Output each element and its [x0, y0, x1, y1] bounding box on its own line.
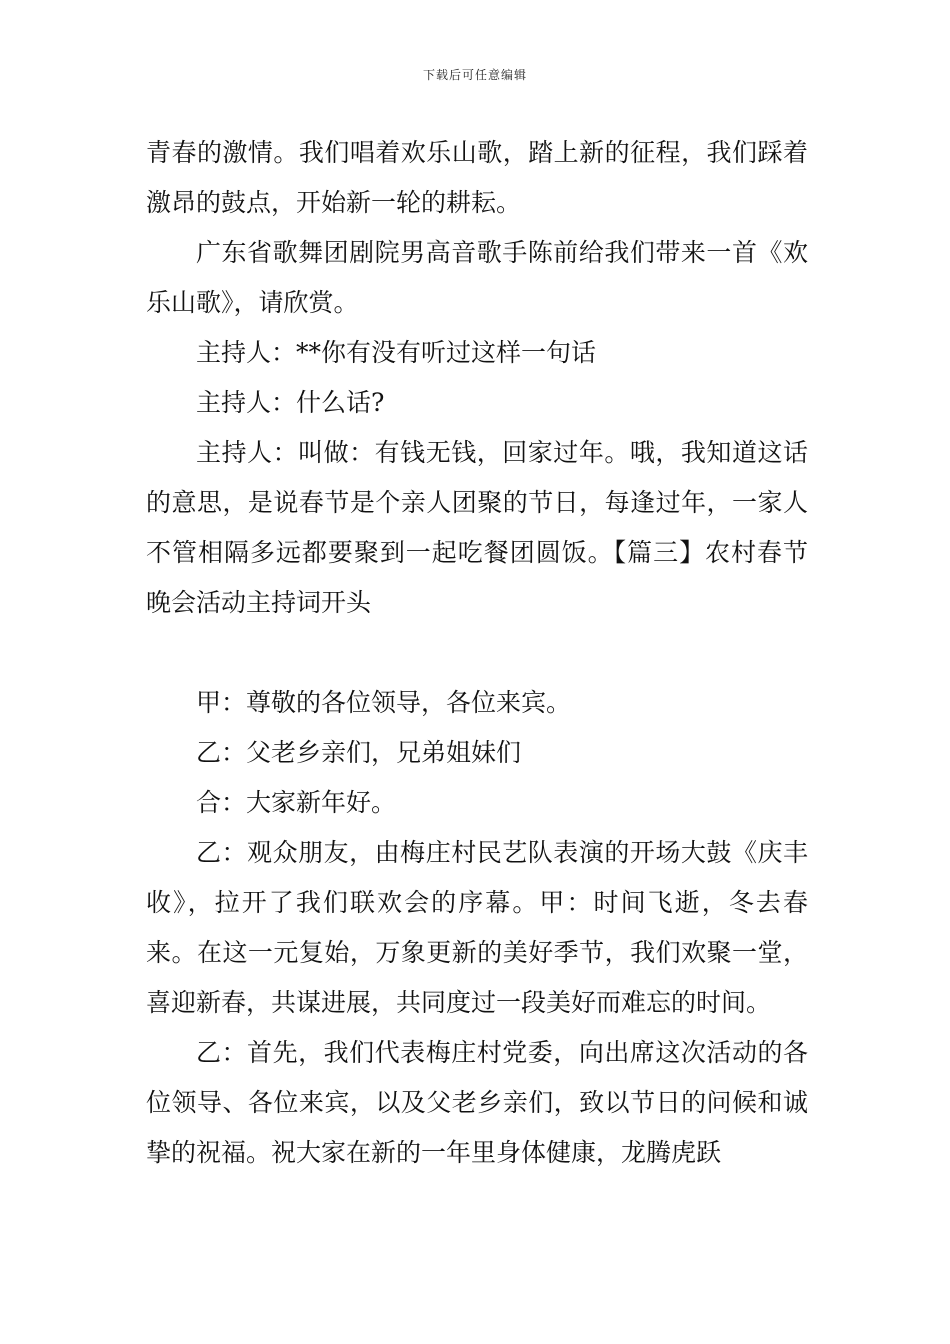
paragraph-together: 合：大家新年好。 — [196, 788, 397, 817]
paragraph-continuation: 青春的激情。我们唱着欢乐山歌，踏上新的征程，我们踩着激昂的鼓点，开始新一轮的耕耘。 — [146, 138, 808, 217]
paragraph-host-line: 主持人：什么话? — [196, 388, 385, 417]
paragraph-spacer — [146, 628, 808, 678]
paragraph-host-line: 主持人：叫做：有钱无钱，回家过年。哦，我知道这话的意思，是说春节是个亲人团聚的节日，每逢过年，一家人不管相隔多远都要聚到一起吃餐团圆饭。【篇三】农村春节晚会活动主持词开头 — [146, 438, 808, 617]
paragraph-speaker-b: 乙：父老乡亲们，兄弟姐妹们 — [196, 738, 522, 767]
paragraph-singer-intro: 广东省歌舞团剧院男高音歌手陈前给我们带来一首《欢乐山歌》，请欣赏。 — [146, 238, 808, 317]
document-body — [146, 128, 808, 1178]
page-header: 下载后可任意编辑 — [422, 68, 527, 82]
paragraph-host-line: 主持人：**你有没有听过这样一句话 — [196, 338, 597, 367]
paragraph-speaker-a: 甲：尊敬的各位领导，各位来宾。 — [196, 688, 572, 717]
paragraph-speaker-b: 乙：观众朋友，由梅庄村民艺队表演的开场大鼓《庆丰收》，拉开了我们联欢会的序幕。甲：时间飞逝，冬去春来。在这一元复始，万象更新的美好季节，我们欢聚一堂，喜迎新春，共谋进展，共同度过一段美好而难忘的时间。 — [146, 838, 808, 1017]
paragraph-speaker-b: 乙：首先，我们代表梅庄村党委，向出席这次活动的各位领导、各位来宾，以及父老乡亲们，致以节日的问候和诚挚的祝福。祝大家在新的一年里身体健康，龙腾虎跃 — [146, 1038, 808, 1167]
